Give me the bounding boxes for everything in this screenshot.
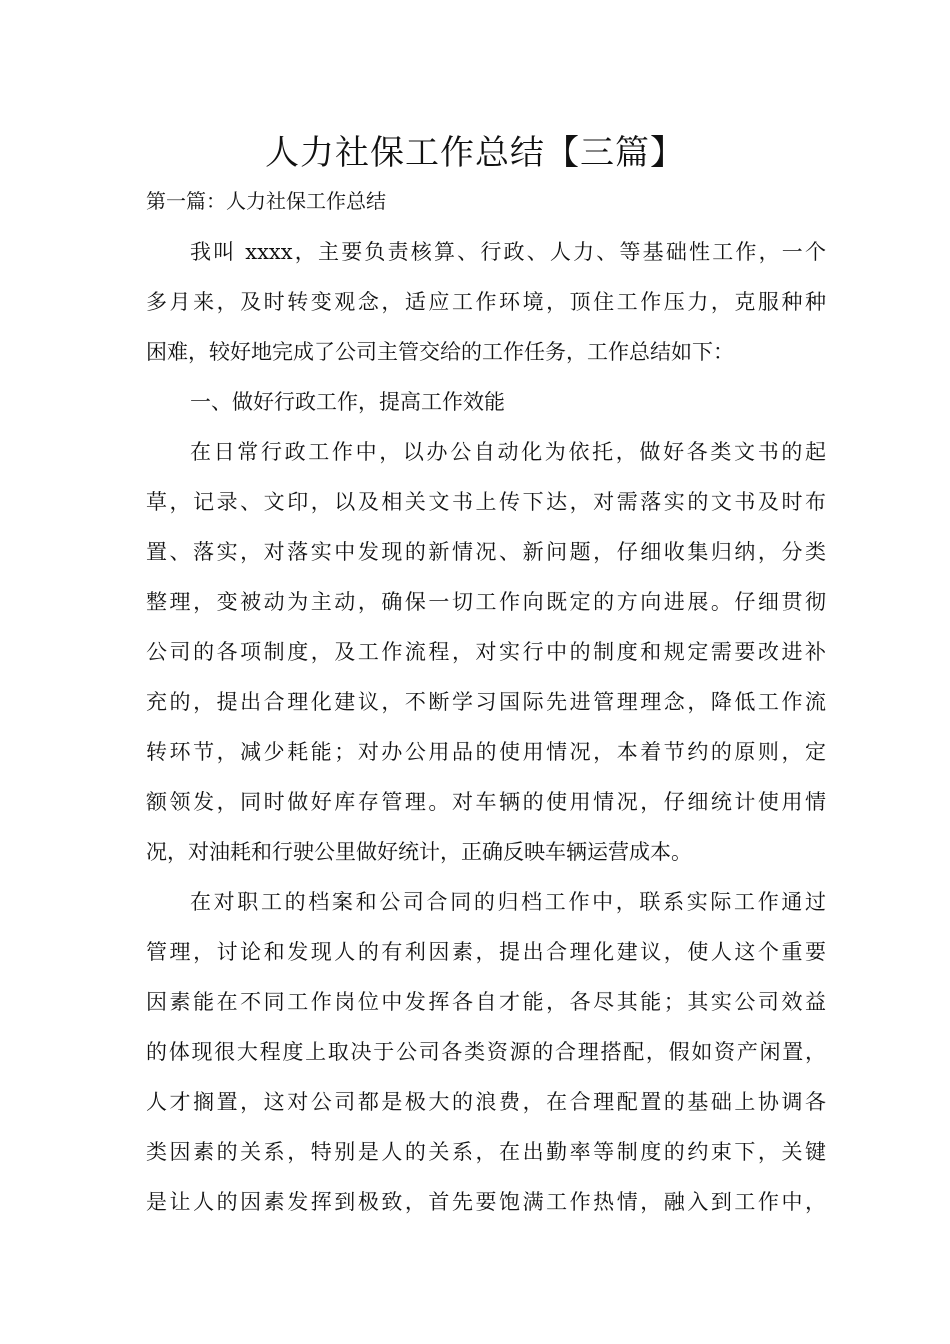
paragraph-line: 额领发，同时做好库存管理。对车辆的使用情况，仔细统计使用情: [146, 790, 826, 814]
paragraph-line: 充的，提出合理化建议，不断学习国际先进管理理念，降低工作流: [146, 690, 826, 714]
paragraph-line: 的体现很大程度上取决于公司各类资源的合理搭配，假如资产闲置，: [146, 1040, 826, 1064]
paragraph-line: 人才搁置，这对公司都是极大的浪费，在合理配置的基础上协调各: [146, 1090, 826, 1114]
paragraph-line: 公司的各项制度，及工作流程，对实行中的制度和规定需要改进补: [146, 640, 826, 664]
paragraph-line: 在日常行政工作中，以办公自动化为依托，做好各类文书的起: [190, 440, 826, 464]
section-heading: 第一篇：人力社保工作总结: [146, 189, 386, 213]
paragraph-line: 困难，较好地完成了公司主管交给的工作任务，工作总结如下：: [146, 340, 734, 364]
paragraph-line: 况，对油耗和行驶公里做好统计，正确反映车辆运营成本。: [146, 840, 692, 864]
paragraph-line: 我叫 xxxx，主要负责核算、行政、人力、等基础性工作，一个: [190, 240, 826, 264]
subsection-heading: 一、做好行政工作，提高工作效能: [190, 390, 505, 414]
paragraph-line: 整理，变被动为主动，确保一切工作向既定的方向进展。仔细贯彻: [146, 590, 826, 614]
paragraph-line: 转环节，减少耗能；对办公用品的使用情况，本着节约的原则，定: [146, 740, 826, 764]
paragraph-line: 管理，讨论和发现人的有利因素，提出合理化建议，使人这个重要: [146, 940, 826, 964]
paragraph-line: 置、落实，对落实中发现的新情况、新问题，仔细收集归纳，分类: [146, 540, 826, 564]
paragraph-line: 多月来，及时转变观念，适应工作环境，顶住工作压力，克服种种: [146, 290, 826, 314]
paragraph-line: 草，记录、文印，以及相关文书上传下达，对需落实的文书及时布: [146, 490, 826, 514]
paragraph-line: 类因素的关系，特别是人的关系，在出勤率等制度的约束下，关键: [146, 1140, 826, 1164]
paragraph-line: 是让人的因素发挥到极致，首先要饱满工作热情，融入到工作中，: [146, 1190, 826, 1214]
paragraph-line: 在对职工的档案和公司合同的归档工作中，联系实际工作通过: [190, 890, 826, 914]
paragraph-line: 因素能在不同工作岗位中发挥各自才能，各尽其能；其实公司效益: [146, 990, 826, 1014]
document-title: 人力社保工作总结【三篇】: [265, 133, 685, 173]
